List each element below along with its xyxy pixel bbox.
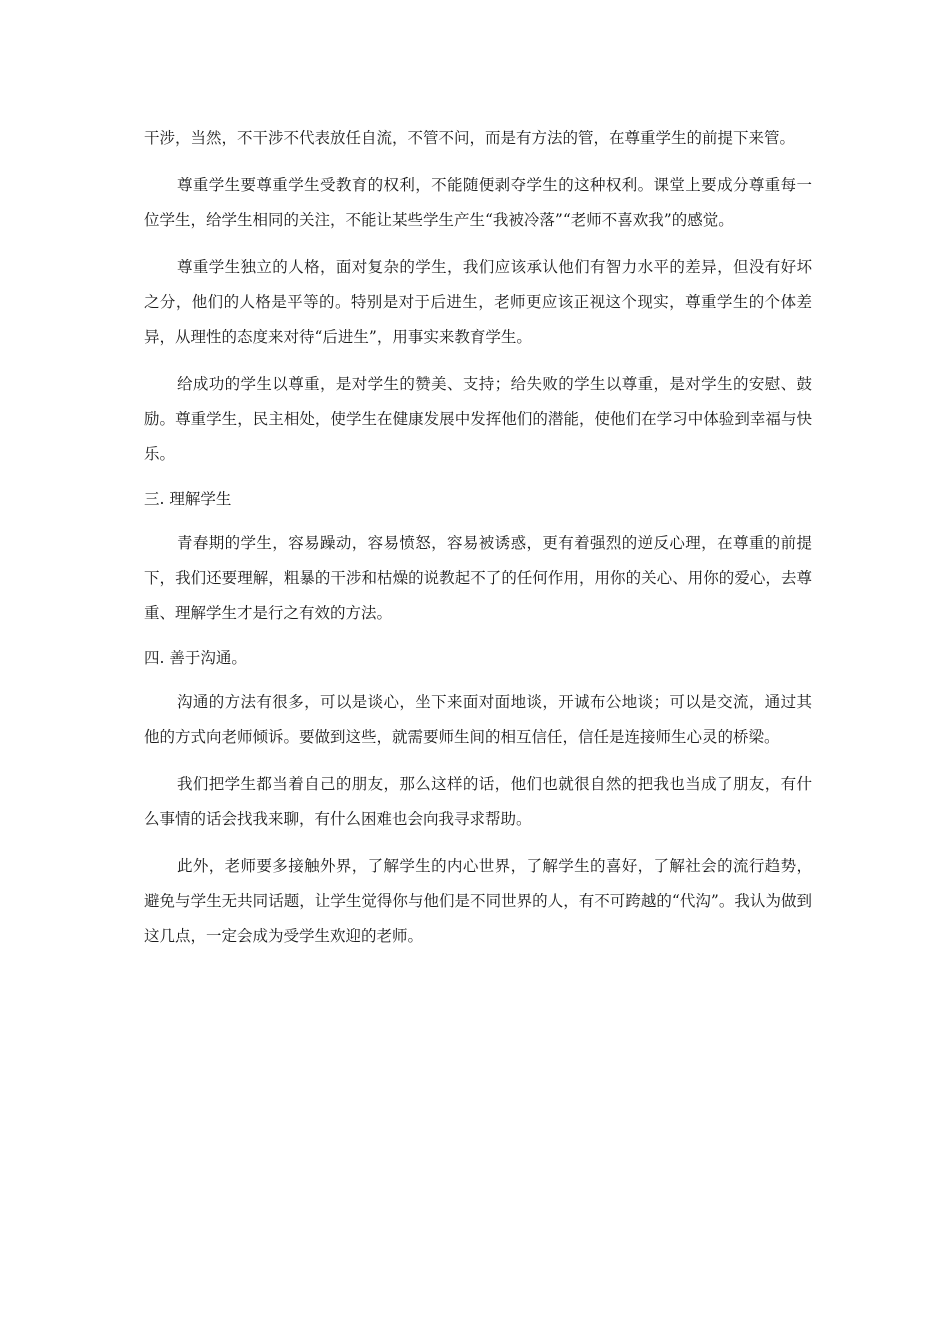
paragraph-continuation: 干涉，当然，不干涉不代表放任自流，不管不问，而是有方法的管，在尊重学生的前提下来管。: [144, 129, 796, 147]
paragraph-respect-personality: 尊重学生独立的人格，面对复杂的学生，我们应该承认他们有智力水平的差异，但没有好坏之分，他们的人格是平等的。特别是对于后进生，老师更应该正视这个现实，尊重学生的个体差异，从理性的态度来对待“后进生”，用事实来教育学生。: [144, 258, 812, 346]
section-heading-communication: 四. 善于沟通。: [144, 649, 247, 667]
paragraph-students-as-friends: 我们把学生都当着自己的朋友，那么这样的话，他们也就很自然的把我也当成了朋友，有什么事情的话会找我来聊，有什么困难也会向我寻求帮助。: [144, 775, 812, 828]
paragraph-understand-outside-world: 此外，老师要多接触外界，了解学生的内心世界，了解学生的喜好，了解社会的流行趋势，避免与学生无共同话题，让学生觉得你与他们是不同世界的人，有不可跨越的“代沟”。我认为做到这几点，一定会成为受学生欢迎的老师。: [144, 857, 812, 945]
paragraph-respect-success-failure: 给成功的学生以尊重，是对学生的赞美、支持；给失败的学生以尊重，是对学生的安慰、鼓励。尊重学生，民主相处，使学生在健康发展中发挥他们的潜能，使他们在学习中体验到幸福与快乐。: [144, 375, 812, 463]
paragraph-communication-methods: 沟通的方法有很多，可以是谈心，坐下来面对面地谈，开诚布公地谈；可以是交流，通过其他的方式向老师倾诉。要做到这些，就需要师生间的相互信任，信任是连接师生心灵的桥梁。: [144, 693, 812, 746]
section-heading-understand-students: 三. 理解学生: [144, 490, 232, 508]
paragraph-respect-education-rights: 尊重学生要尊重学生受教育的权利，不能随便剥夺学生的这种权利。课堂上要成分尊重每一位学生，给学生相同的关注，不能让某些学生产生“我被冷落”“老师不喜欢我”的感觉。: [144, 176, 812, 229]
paragraph-understand-adolescents: 青春期的学生，容易躁动，容易愤怒，容易被诱惑，更有着强烈的逆反心理，在尊重的前提下，我们还要理解，粗暴的干涉和枯燥的说教起不了的任何作用，用你的关心、用你的爱心，去尊重、理解学生才是行之有效的方法。: [144, 534, 812, 622]
document-body: [144, 121, 812, 966]
